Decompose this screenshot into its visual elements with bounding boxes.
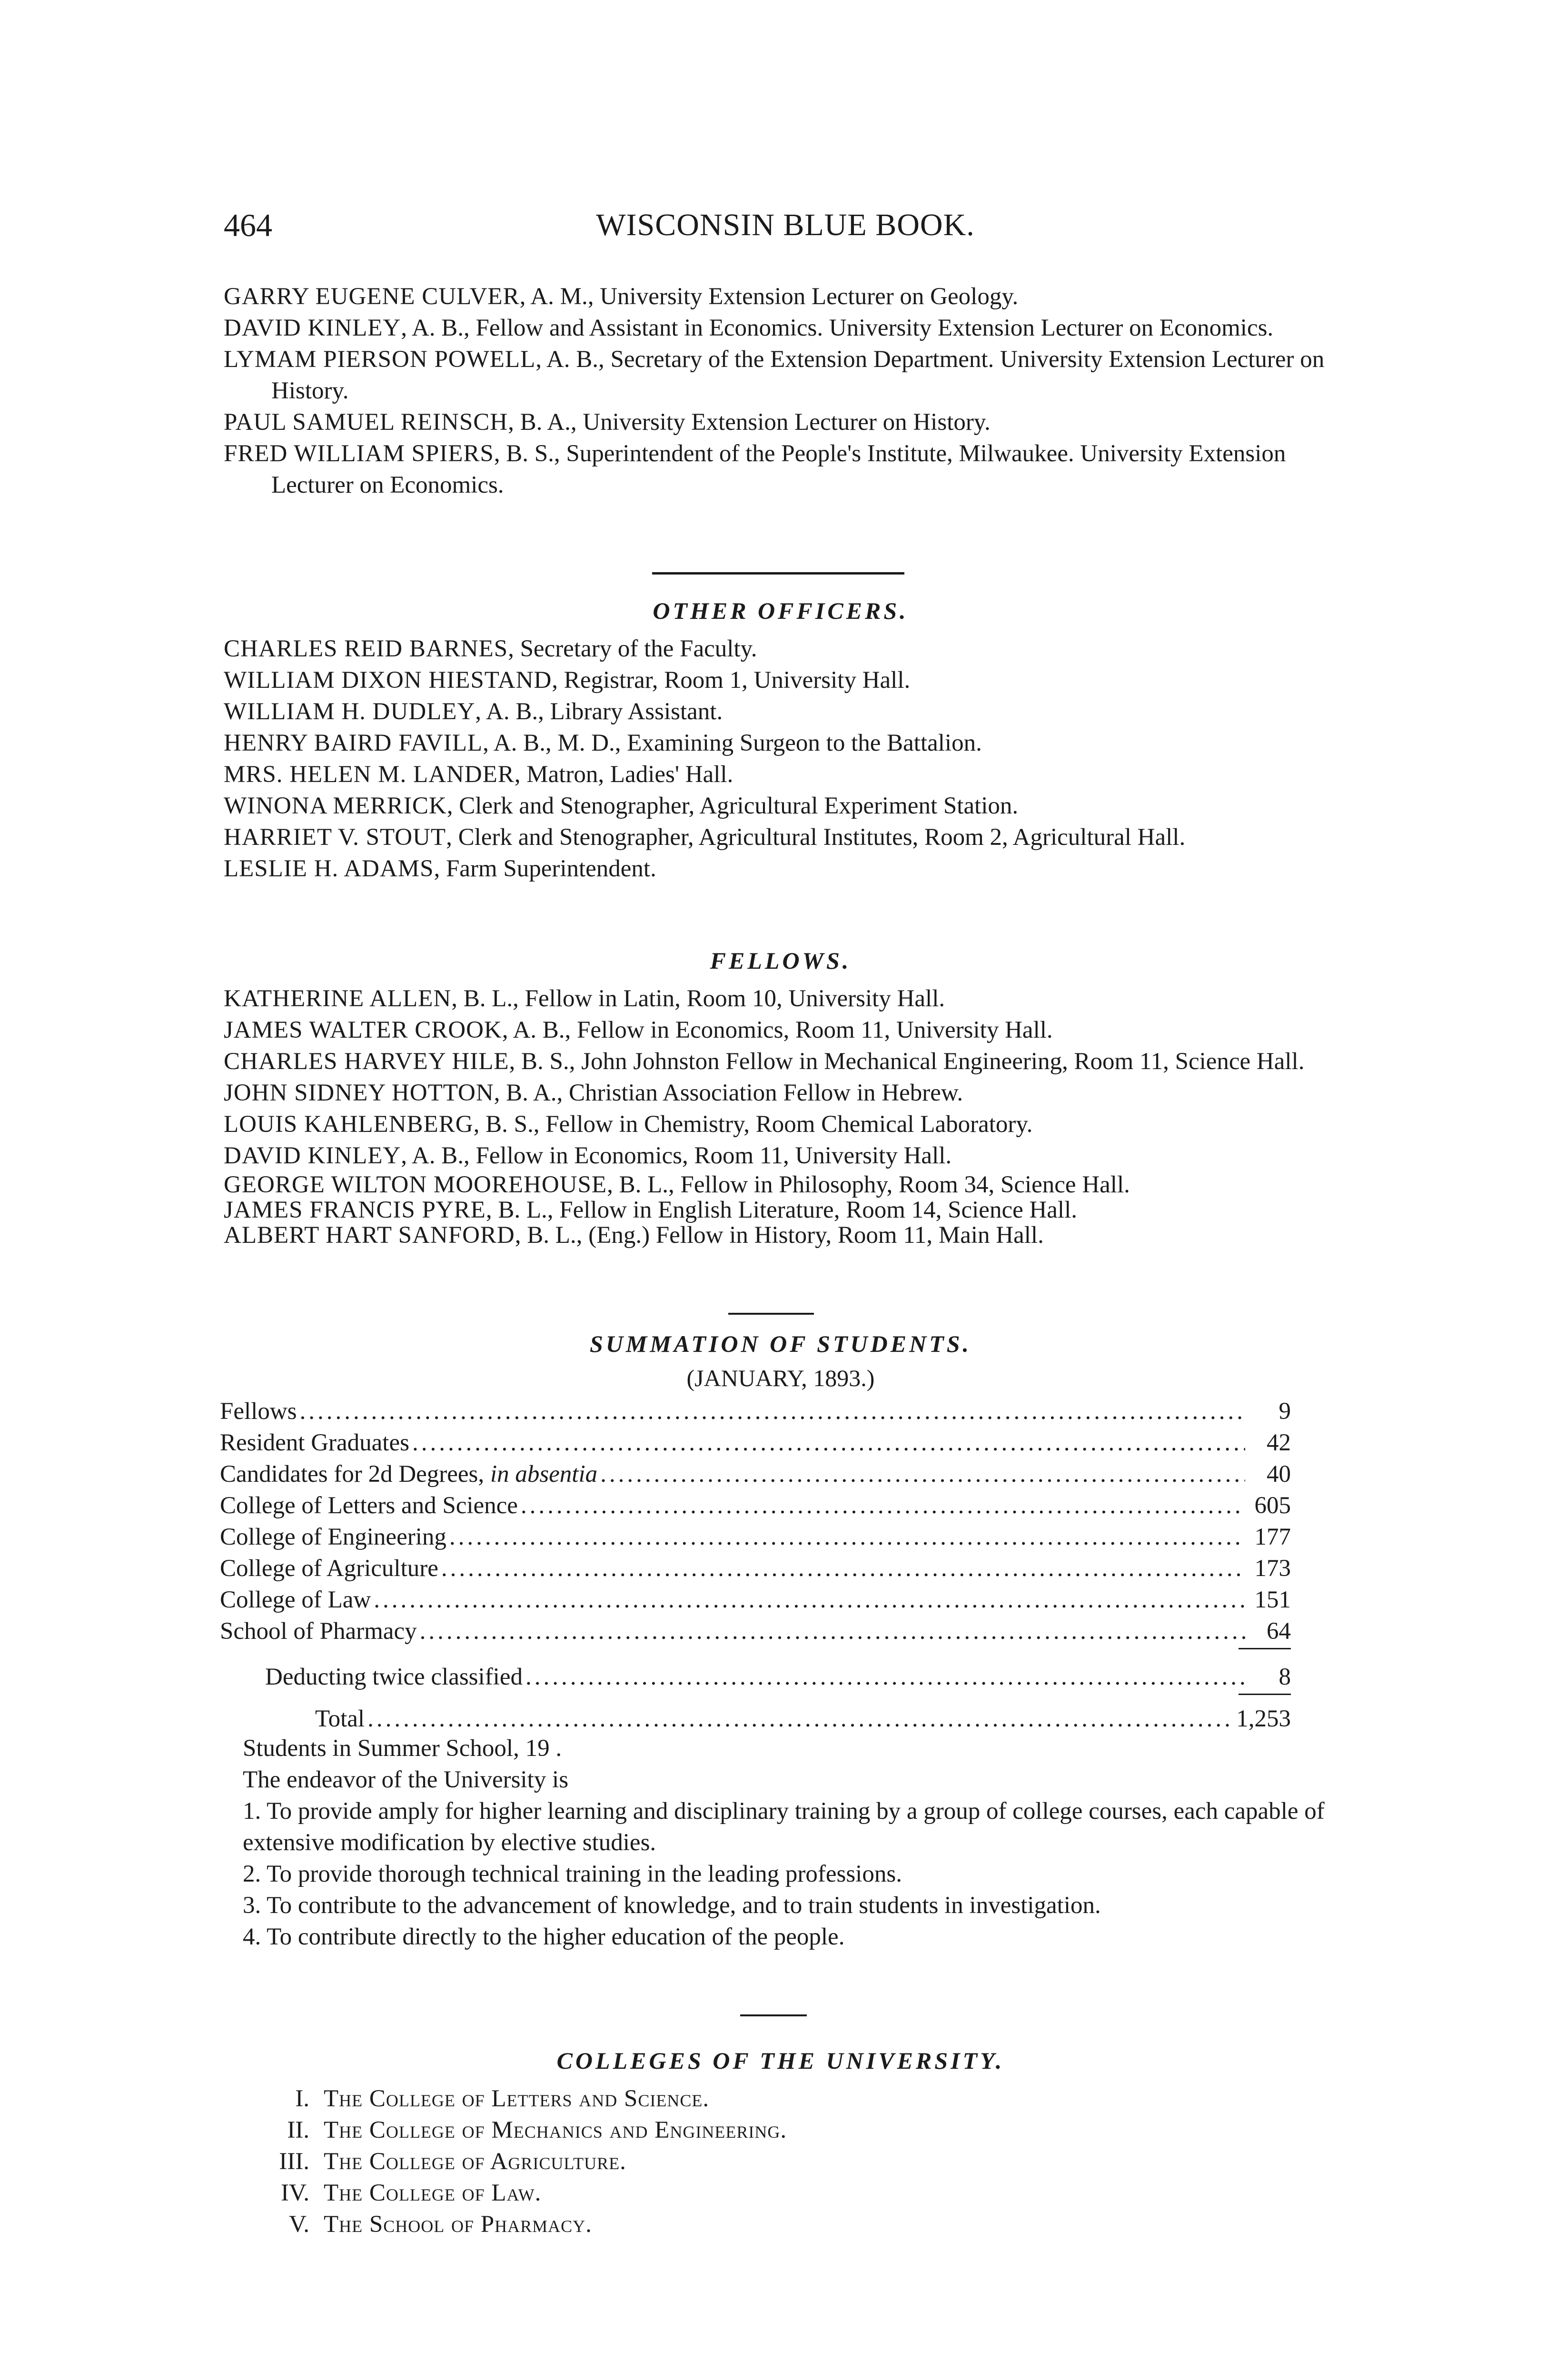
summation-date: (JANUARY, 1893.)	[686, 1365, 875, 1391]
list-item: III. The College of Agriculture.	[279, 2148, 626, 2175]
list-item: WILLIAM DIXON HIESTAND, Registrar, Room 1, University Hall.	[224, 667, 911, 694]
list-item: WILLIAM H. DUDLEY, A. B., Library Assistant.	[224, 698, 723, 725]
running-title: WISCONSIN BLUE BOOK.	[596, 208, 975, 242]
list-item: KATHERINE ALLEN, B. L., Fellow in Latin, Room 10, University Hall.	[224, 985, 945, 1012]
list-item: DAVID KINLEY, A. B., Fellow in Economics, Room 11, University Hall.	[224, 1142, 952, 1169]
fellows-list	[224, 983, 1338, 1249]
list-item: LESLIE H. ADAMS, Farm Superintendent.	[224, 855, 656, 882]
deduct-row: Deducting twice classified ..... 8	[220, 1661, 1291, 1693]
list-item: PAUL SAMUEL REINSCH, B. A., University Extension Lecturer on History.	[224, 409, 991, 436]
endeavor-item: 4. To contribute directly to the higher education of the people.	[243, 1924, 845, 1950]
list-item: JAMES FRANCIS PYRE, B. L., Fellow in English Literature, Room 14, Science Hall.	[224, 1197, 1078, 1223]
summation-heading: SUMMATION OF STUDENTS.	[589, 1330, 972, 1357]
list-item: FRED WILLIAM SPIERS, B. S., Superintendent of the People's Institute, Milwaukee. University Extension Lecturer on Economics.	[224, 440, 1286, 498]
list-item: GARRY EUGENE CULVER, A. M., University Extension Lecturer on Geology.	[224, 283, 1019, 310]
other-officers-list	[224, 633, 1338, 884]
list-item: JAMES WALTER CROOK, A. B., Fellow in Economics, Room 11, University Hall.	[224, 1017, 1053, 1043]
list-item: IV. The College of Law.	[281, 2180, 542, 2206]
endeavor-item: 2. To provide thorough technical training in the leading professions.	[243, 1861, 902, 1887]
fellows-heading: FELLOWS.	[710, 947, 852, 974]
table-row: School of Pharmacy ..... 64	[220, 1616, 1291, 1647]
list-item: CHARLES REID BARNES, Secretary of the Faculty.	[224, 635, 757, 662]
endeavor-item: 1. To provide amply for higher learning and disciplinary training by a group of college courses, each capable of extensive modification by elective studies.	[243, 1798, 1325, 1856]
table-row: Resident Graduates ..... 42	[220, 1427, 1291, 1458]
list-item: GEORGE WILTON MOOREHOUSE, B. L., Fellow in Philosophy, Room 34, Science Hall.	[224, 1171, 1130, 1198]
section-divider	[652, 572, 904, 575]
table-row: College of Letters and Science ..... 605	[220, 1490, 1291, 1521]
list-item: WINONA MERRICK, Clerk and Stenographer, Agricultural Experiment Station.	[224, 793, 1019, 819]
colleges-list	[224, 2083, 1318, 2240]
list-item: HARRIET V. STOUT, Clerk and Stenographer, Agricultural Institutes, Room 2, Agricultural Hall.	[224, 824, 1186, 851]
page-number: 464	[224, 207, 272, 243]
summation-table	[220, 1396, 1291, 1735]
list-item: LYMAM PIERSON POWELL, A. B., Secretary of the Extension Department. University Extension Lecturer on History.	[224, 346, 1325, 404]
list-item: DAVID KINLEY, A. B., Fellow and Assistant in Economics. University Extension Lecturer on Economics.	[224, 315, 1274, 341]
table-row: College of Agriculture ..... 173	[220, 1553, 1291, 1584]
list-item: MRS. HELEN M. LANDER, Matron, Ladies' Hall.	[224, 761, 733, 788]
extension-lecturers-list	[224, 281, 1338, 501]
list-item: CHARLES HARVEY HILE, B. S., John Johnston Fellow in Mechanical Engineering, Room 11, Science Hall.	[224, 1048, 1305, 1075]
endeavor-item: 3. To contribute to the advancement of knowledge, and to train students in investigation.	[243, 1892, 1101, 1919]
list-item: II. The College of Mechanics and Engineering.	[287, 2117, 787, 2143]
total-row: Total ..... 1,253	[220, 1703, 1291, 1735]
sum-rule	[1239, 1694, 1291, 1695]
section-divider	[740, 2014, 807, 2016]
table-row: College of Engineering ..... 177	[220, 1521, 1291, 1553]
endeavor-section	[224, 1733, 1342, 1953]
list-item: LOUIS KAHLENBERG, B. S., Fellow in Chemistry, Room Chemical Laboratory.	[224, 1111, 1033, 1138]
list-item: HENRY BAIRD FAVILL, A. B., M. D., Examining Surgeon to the Battalion.	[224, 730, 982, 756]
table-row: Fellows ..... 9	[220, 1396, 1291, 1427]
colleges-heading: COLLEGES OF THE UNIVERSITY.	[556, 2047, 1005, 2074]
table-row: College of Law ..... 151	[220, 1584, 1291, 1616]
endeavor-intro: The endeavor of the University is	[243, 1766, 569, 1793]
summer-school-note: Students in Summer School, 19 .	[243, 1735, 562, 1762]
list-item: V. The School of Pharmacy.	[288, 2211, 592, 2238]
section-divider	[728, 1313, 814, 1315]
page-header	[224, 209, 1347, 257]
other-officers-heading: OTHER OFFICERS.	[653, 597, 909, 624]
list-item: ALBERT HART SANFORD, B. L., (Eng.) Fellow in History, Room 11, Main Hall.	[224, 1222, 1044, 1249]
sum-rule	[1239, 1648, 1291, 1649]
table-row: Candidates for 2d Degrees, in absentia ..... 40	[220, 1458, 1291, 1490]
list-item: JOHN SIDNEY HOTTON, B. A., Christian Association Fellow in Hebrew.	[224, 1080, 963, 1106]
list-item: I. The College of Letters and Science.	[295, 2085, 710, 2112]
